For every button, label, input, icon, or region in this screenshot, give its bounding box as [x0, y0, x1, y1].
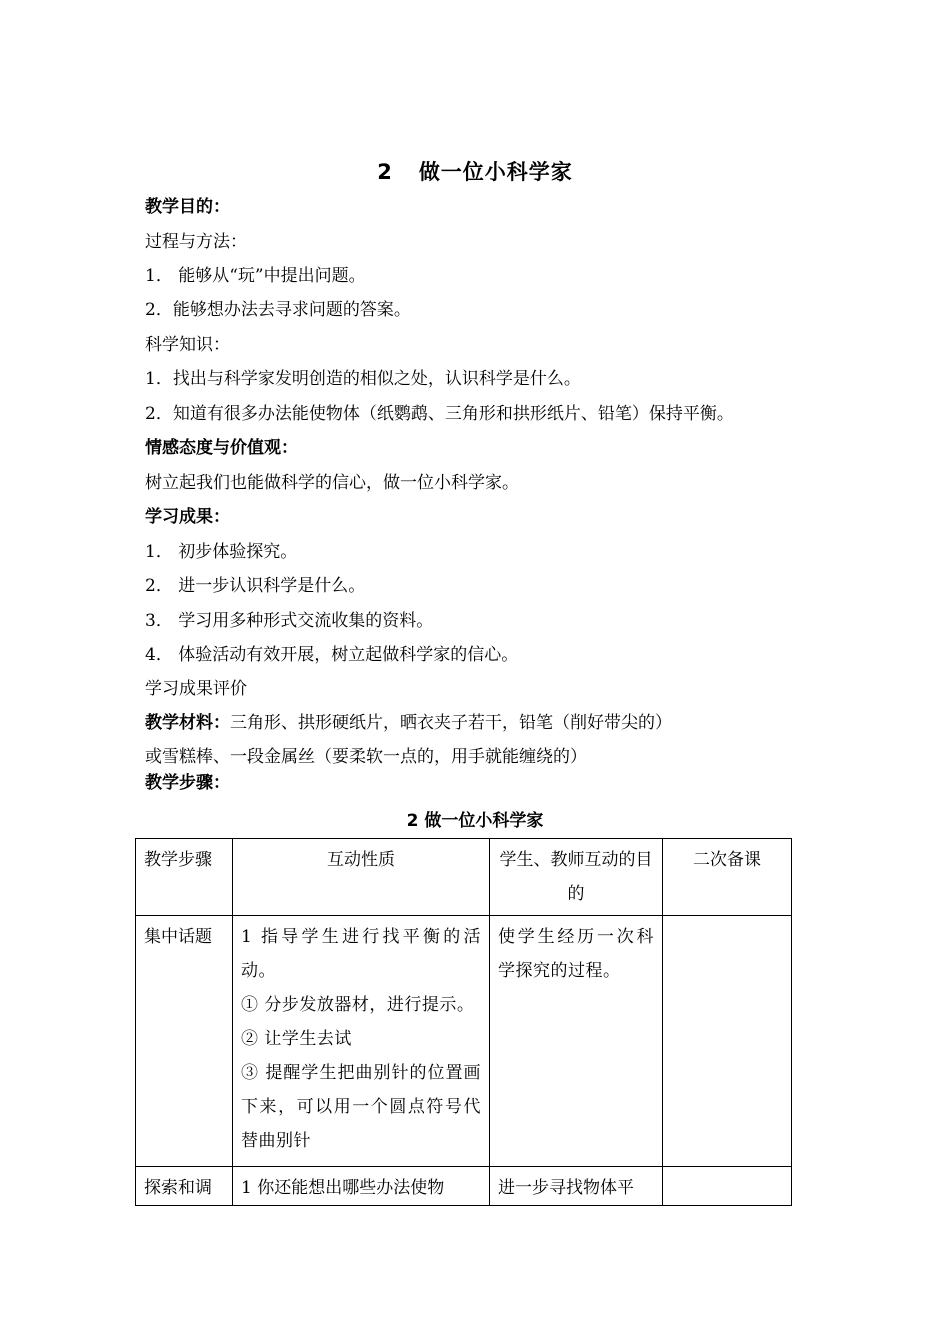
- attitude-heading: 情感态度与价值观：: [145, 438, 298, 458]
- table-title: 2 做一位小科学家: [406, 811, 544, 831]
- materials-line-2: 或雪糕棒、一段金属丝（要柔软一点的，用手就能缠绕的）: [145, 747, 587, 767]
- table-header-row: [136, 839, 792, 916]
- row1-nature-line-4: ③ 提醒学生把曲别针的位置画下来，可以用一个圆点符号代替曲别针: [241, 1063, 481, 1151]
- row2-notes: [663, 1167, 792, 1206]
- header-notes: 二次备课: [663, 839, 792, 916]
- header-purpose: 学生、教师互动的目的: [490, 839, 663, 916]
- knowledge-heading: 科学知识：: [145, 335, 230, 355]
- row2-purpose: 进一步寻找物体平: [490, 1167, 663, 1206]
- teaching-steps-table: [135, 838, 792, 1206]
- row2-step: 探索和调: [136, 1167, 233, 1206]
- knowledge-item-1: 1．找出与科学家发明创造的相似之处，认识科学是什么。: [145, 369, 581, 389]
- title-number: 2: [377, 160, 393, 184]
- outcome-item-3: 3． 学习用多种形式交流收集的资料。: [145, 611, 434, 631]
- attitude-text: 树立起我们也能做科学的信心，做一位小科学家。: [145, 473, 519, 493]
- document-title: [0, 156, 950, 186]
- row2-nature: 1 你还能想出哪些办法使物: [233, 1167, 490, 1206]
- title-text: 做一位小科学家: [418, 160, 573, 184]
- row1-nature-line-2: ① 分步发放器材，进行提示。: [241, 995, 475, 1015]
- row1-nature-line-1: 1 指导学生进行找平衡的活动。: [241, 927, 481, 981]
- row1-nature: [233, 916, 490, 1167]
- process-item-2: 2．能够想办法去寻求问题的答案。: [145, 300, 411, 320]
- steps-heading: 教学步骤：: [145, 773, 230, 793]
- objectives-heading: 教学目的：: [145, 197, 230, 217]
- evaluation-label: 学习成果评价: [145, 679, 247, 699]
- process-heading: 过程与方法：: [145, 232, 247, 252]
- header-step: 教学步骤: [136, 839, 233, 916]
- row1-purpose: 使学生经历一次科学探究的过程。: [490, 916, 663, 1167]
- row1-nature-line-3: ② 让学生去试: [241, 1029, 352, 1049]
- knowledge-item-2: 2．知道有很多办法能使物体（纸鹦鹉、三角形和拱形纸片、铅笔）保持平衡。: [145, 404, 734, 424]
- header-nature: 互动性质: [233, 839, 490, 916]
- row1-notes: [663, 916, 792, 1167]
- outcomes-heading: 学习成果：: [145, 507, 230, 527]
- materials-label: 教学材料：: [145, 713, 230, 733]
- outcome-item-4: 4． 体验活动有效开展，树立起做科学家的信心。: [145, 645, 519, 665]
- outcome-item-1: 1． 初步体验探究。: [145, 542, 298, 562]
- table-row: [136, 916, 792, 1167]
- table-row: [136, 1167, 792, 1206]
- materials-text-1: 三角形、拱形硬纸片，晒衣夹子若干，铅笔（削好带尖的）: [230, 713, 672, 733]
- materials-line-1: [145, 712, 672, 734]
- outcome-item-2: 2． 进一步认识科学是什么。: [145, 576, 366, 596]
- row1-step: 集中话题: [136, 916, 233, 1167]
- process-item-1: 1． 能够从“玩”中提出问题。: [145, 266, 366, 286]
